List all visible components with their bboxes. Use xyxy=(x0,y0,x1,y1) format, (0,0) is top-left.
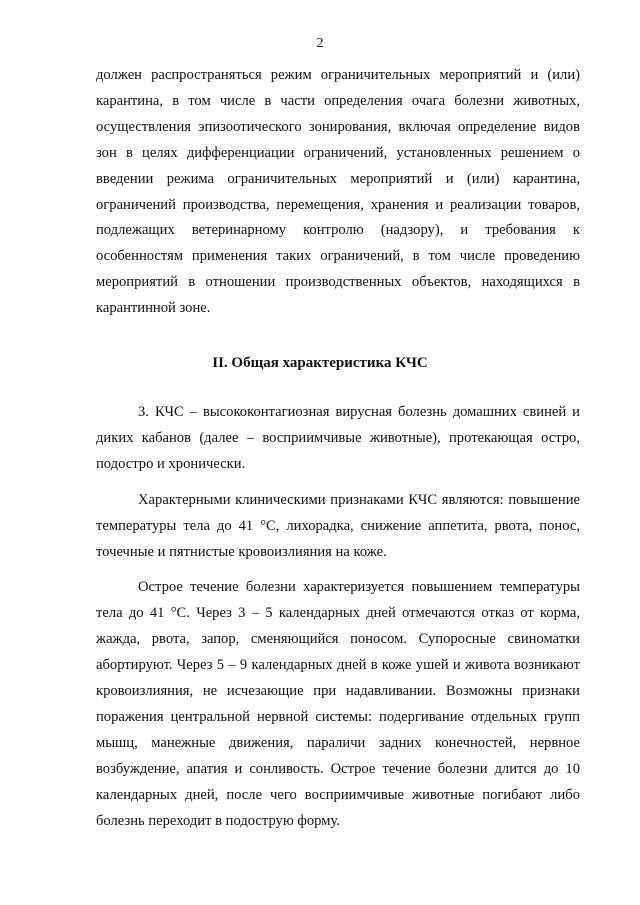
intro-text-block xyxy=(96,63,580,322)
paragraph-clinical-signs: Характерными клиническими признаками КЧС являются: повышение температуры тела до 41 °С, лихорадка, снижение аппетита, рвота, понос, точечные и пятнистые кровоизлияния на коже. xyxy=(96,491,580,560)
section-text-block xyxy=(96,400,580,835)
intro-paragraph: должен распространяться режим ограничительных мероприятий и (или) карантина, в том числе в части определения очага болезни животных, осуществления эпизоотического зонирования, включая определение видов зон в целях дифференциации ограничений, установленных решением о введении режима ограничительных мероприятий и (или) карантина, ограничений производства, перемещения, хранения и реализации товаров, подлежащих ветеринарному контролю (надзору), и требования к особенностям применения таких ограничений, в том числе проведению мероприятий в отношении производственных объектов, находящихся в карантинной зоне. xyxy=(96,67,580,317)
section-heading: II. Общая характеристика КЧС xyxy=(212,355,428,371)
paragraph-definition: 3. КЧС – высококонтагиозная вирусная болезнь домашних свиней и диких кабанов (далее – восприимчивые животные), протекающая остро, подостро и хронически. xyxy=(96,404,580,472)
page-number: 2 xyxy=(316,36,324,51)
paragraph-acute-course: Острое течение болезни характеризуется повышением температуры тела до 41 °С. Через 3 – 5 календарных дней отмечаются отказ от корма, жажда, рвота, запор, сменяющийся поносом. Супоросные свиноматки абортируют. Через 5 – 9 календарных дней в коже ушей и живота возникают кровоизлияния, не исчезающие при надавливании. Возможны признаки поражения центральной нервной системы: подергивание отдельных групп мышц, манежные движения, параличи задних конечностей, нервное возбуждение, апатия и сонливость. Острое течение болезни длится до 10 календарных дней, после чего восприимчивые животные погибают либо болезнь переходит в подострую форму. xyxy=(96,579,580,829)
